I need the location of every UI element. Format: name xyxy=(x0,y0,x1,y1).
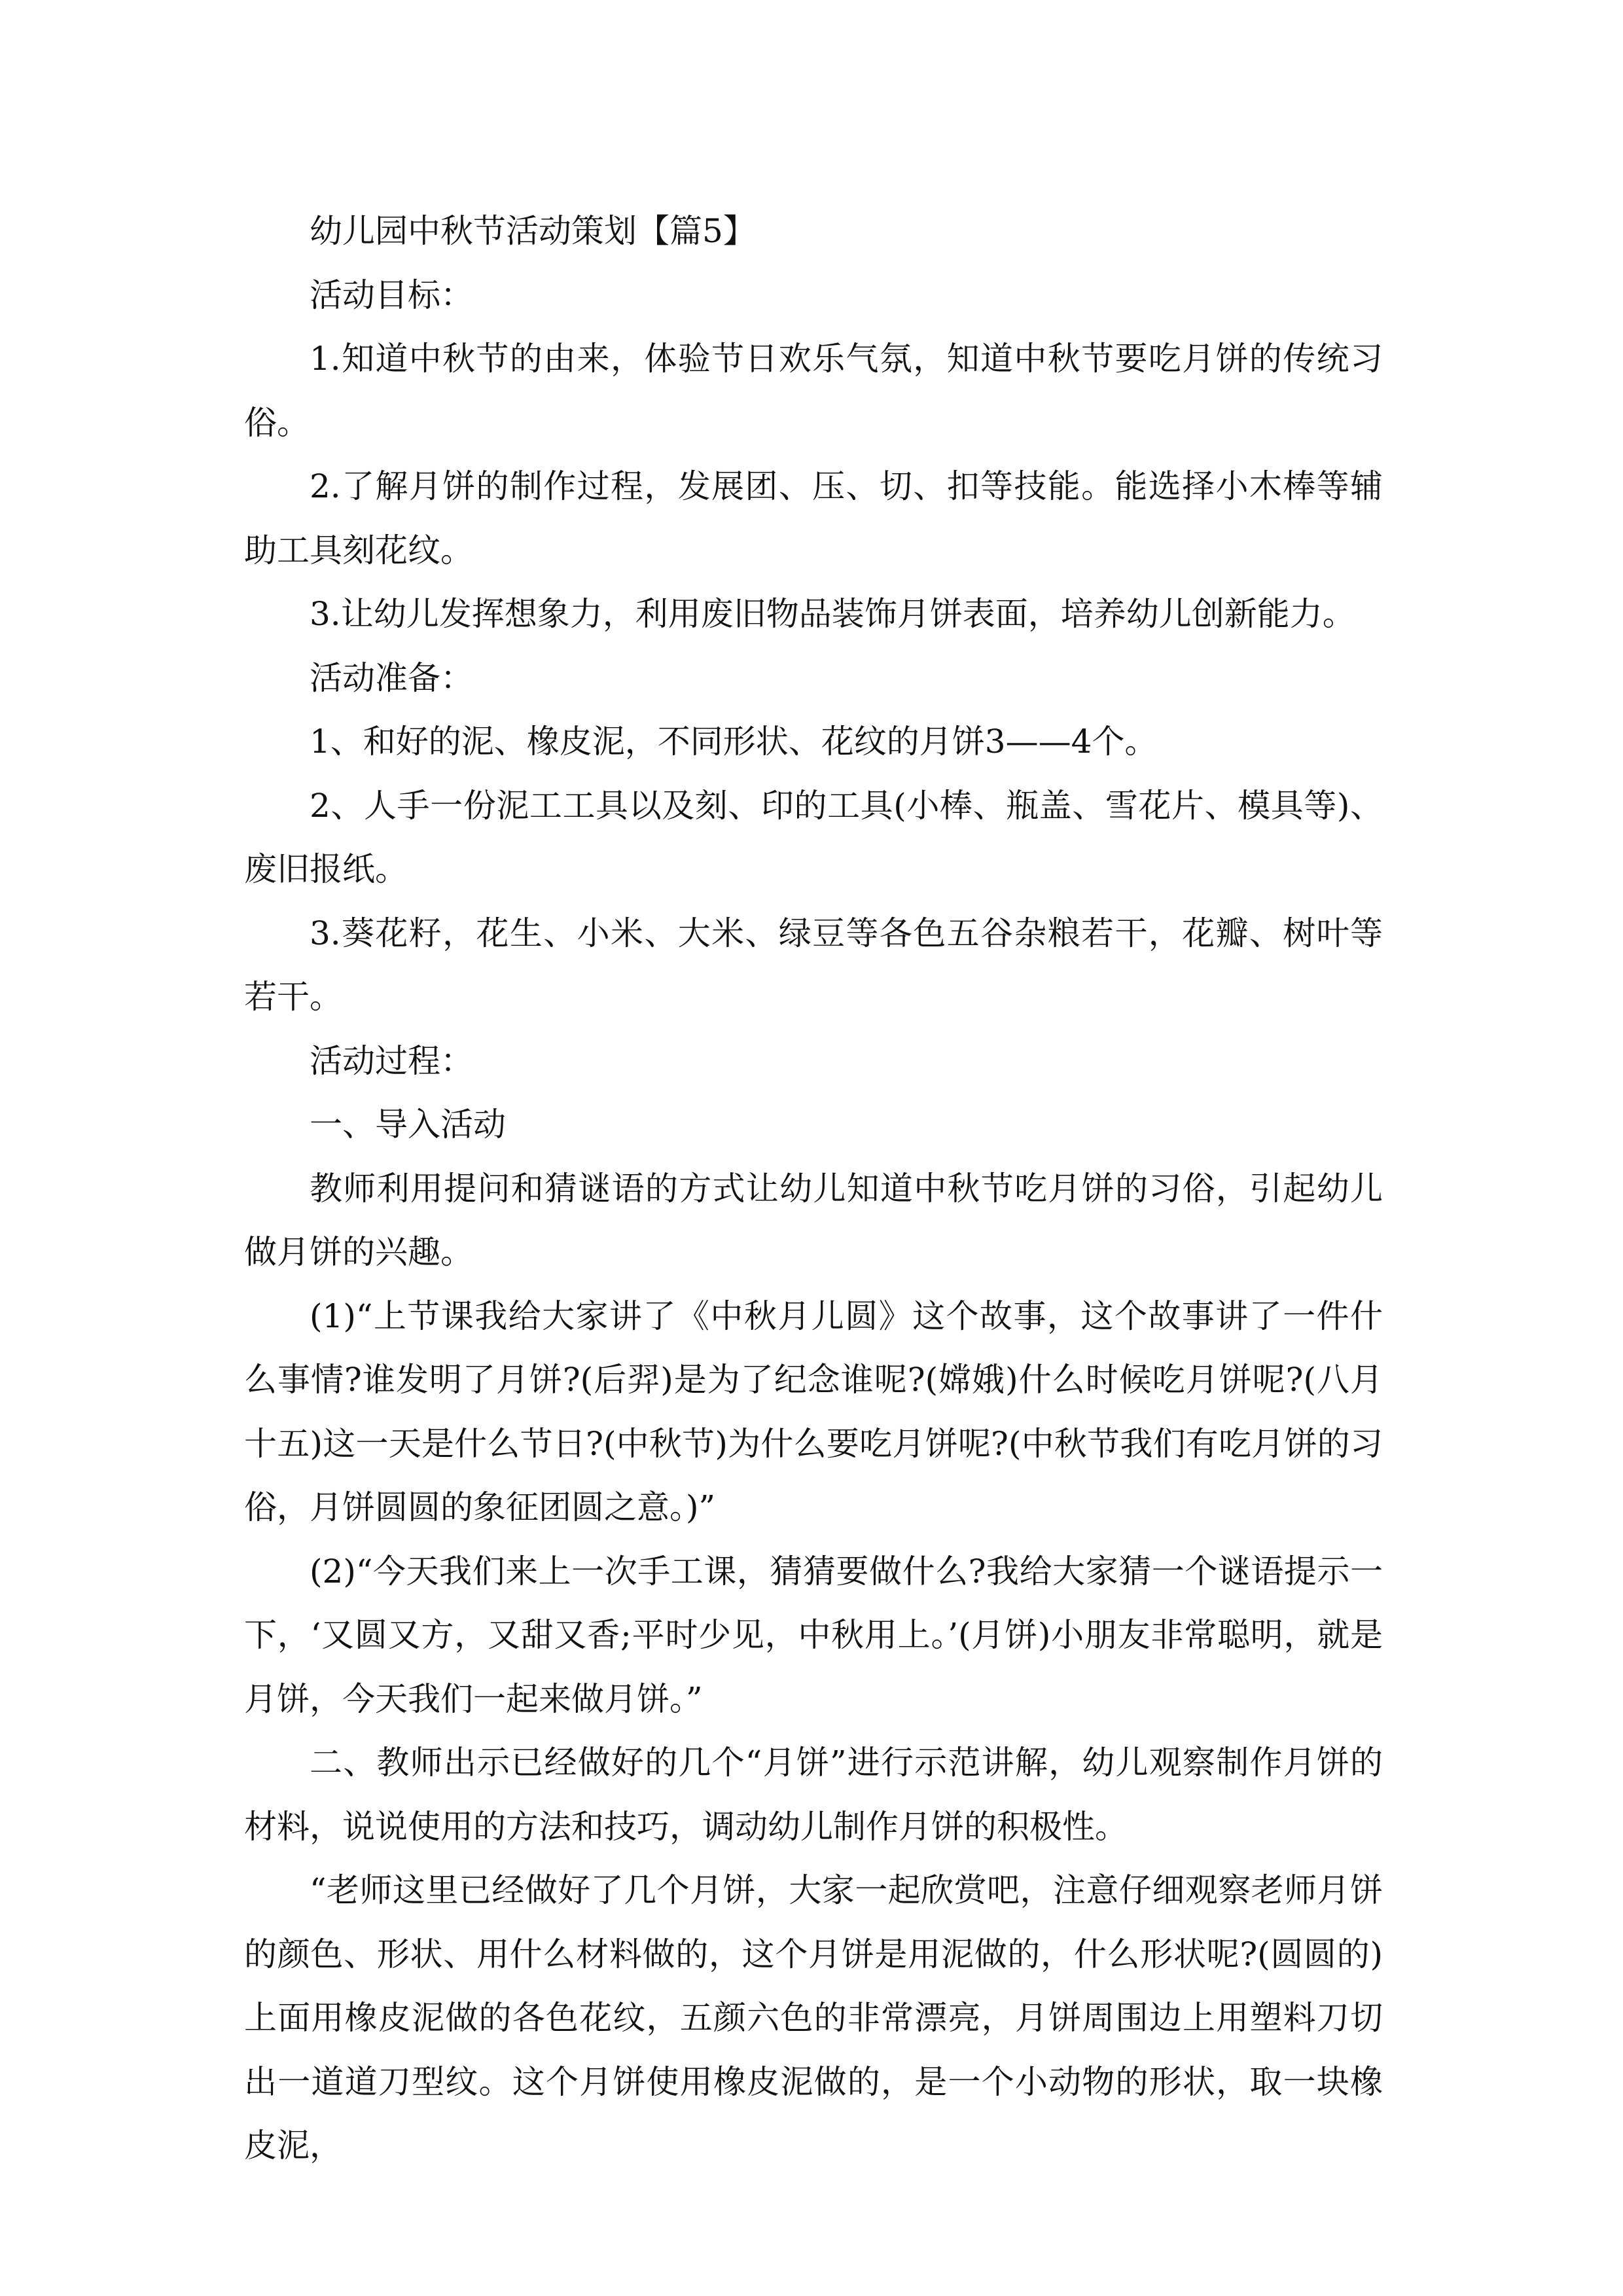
paragraph: 教师利用提问和猜谜语的方式让幼儿知道中秋节吃月饼的习俗，引起幼儿做月饼的兴趣。 xyxy=(244,1169,1383,1271)
section-heading-goals: 活动目标： xyxy=(310,276,473,314)
paragraph: (2)“今天我们来上一次手工课，猜猜要做什么?我给大家猜一个谜语提示一下，‘又圆又方，又甜又香;平时少见，中秋用上。’(月饼)小朋友非常聪明，就是月饼，今天我们一起来做月饼。” xyxy=(244,1552,1383,1718)
paragraph: 3.葵花籽，花生、小米、大米、绿豆等各色五谷杂粮若干，花瓣、树叶等若干。 xyxy=(244,914,1383,1016)
paragraph: (1)“上节课我给大家讲了《中秋月儿圆》这个故事，这个故事讲了一件什么事情?谁发明了月饼?(后羿)是为了纪念谁呢?(嫦娥)什么时候吃月饼呢?(八月十五)这一天是什么节日?(中秋节)为什么要吃月饼呢?(中秋节我们有吃月饼的习俗，月饼圆圆的象征团圆之意。)” xyxy=(244,1297,1383,1526)
paragraph: 二、教师出示已经做好的几个“月饼”进行示范讲解，幼儿观察制作月饼的材料，说说使用的方法和技巧，调动幼儿制作月饼的积极性。 xyxy=(244,1744,1383,1846)
paragraph: 1.知道中秋节的由来，体验节日欢乐气氛，知道中秋节要吃月饼的传统习俗。 xyxy=(244,340,1383,442)
document-body xyxy=(244,200,1383,2178)
subsection-heading: 一、导入活动 xyxy=(310,1105,506,1143)
section-heading-preparation: 活动准备： xyxy=(310,658,473,697)
paragraph: 3.让幼儿发挥想象力，利用废旧物品装饰月饼表面，培养幼儿创新能力。 xyxy=(310,595,1355,633)
paragraph: 1、和好的泥、橡皮泥，不同形状、花纹的月饼3——4个。 xyxy=(310,723,1158,761)
paragraph: 2.了解月饼的制作过程，发展团、压、切、扣等技能。能选择小木棒等辅助工具刻花纹。 xyxy=(244,467,1383,569)
paragraph: 2、人手一份泥工工具以及刻、印的工具(小棒、瓶盖、雪花片、模具等)、废旧报纸。 xyxy=(244,786,1383,888)
document-title: 幼儿园中秋节活动策划【篇5】 xyxy=(310,212,756,250)
paragraph: “老师这里已经做好了几个月饼，大家一起欣赏吧，注意仔细观察老师月饼的颜色、形状、用什么材料做的，这个月饼是用泥做的，什么形状呢?(圆圆的)上面用橡皮泥做的各色花纹，五颜六色的非常漂亮，月饼周围边上用塑料刀切出一道道刀型纹。这个月饼使用橡皮泥做的，是一个小动物的形状，取一块橡皮泥， xyxy=(244,1871,1383,2164)
section-heading-process: 活动过程： xyxy=(310,1041,473,1080)
